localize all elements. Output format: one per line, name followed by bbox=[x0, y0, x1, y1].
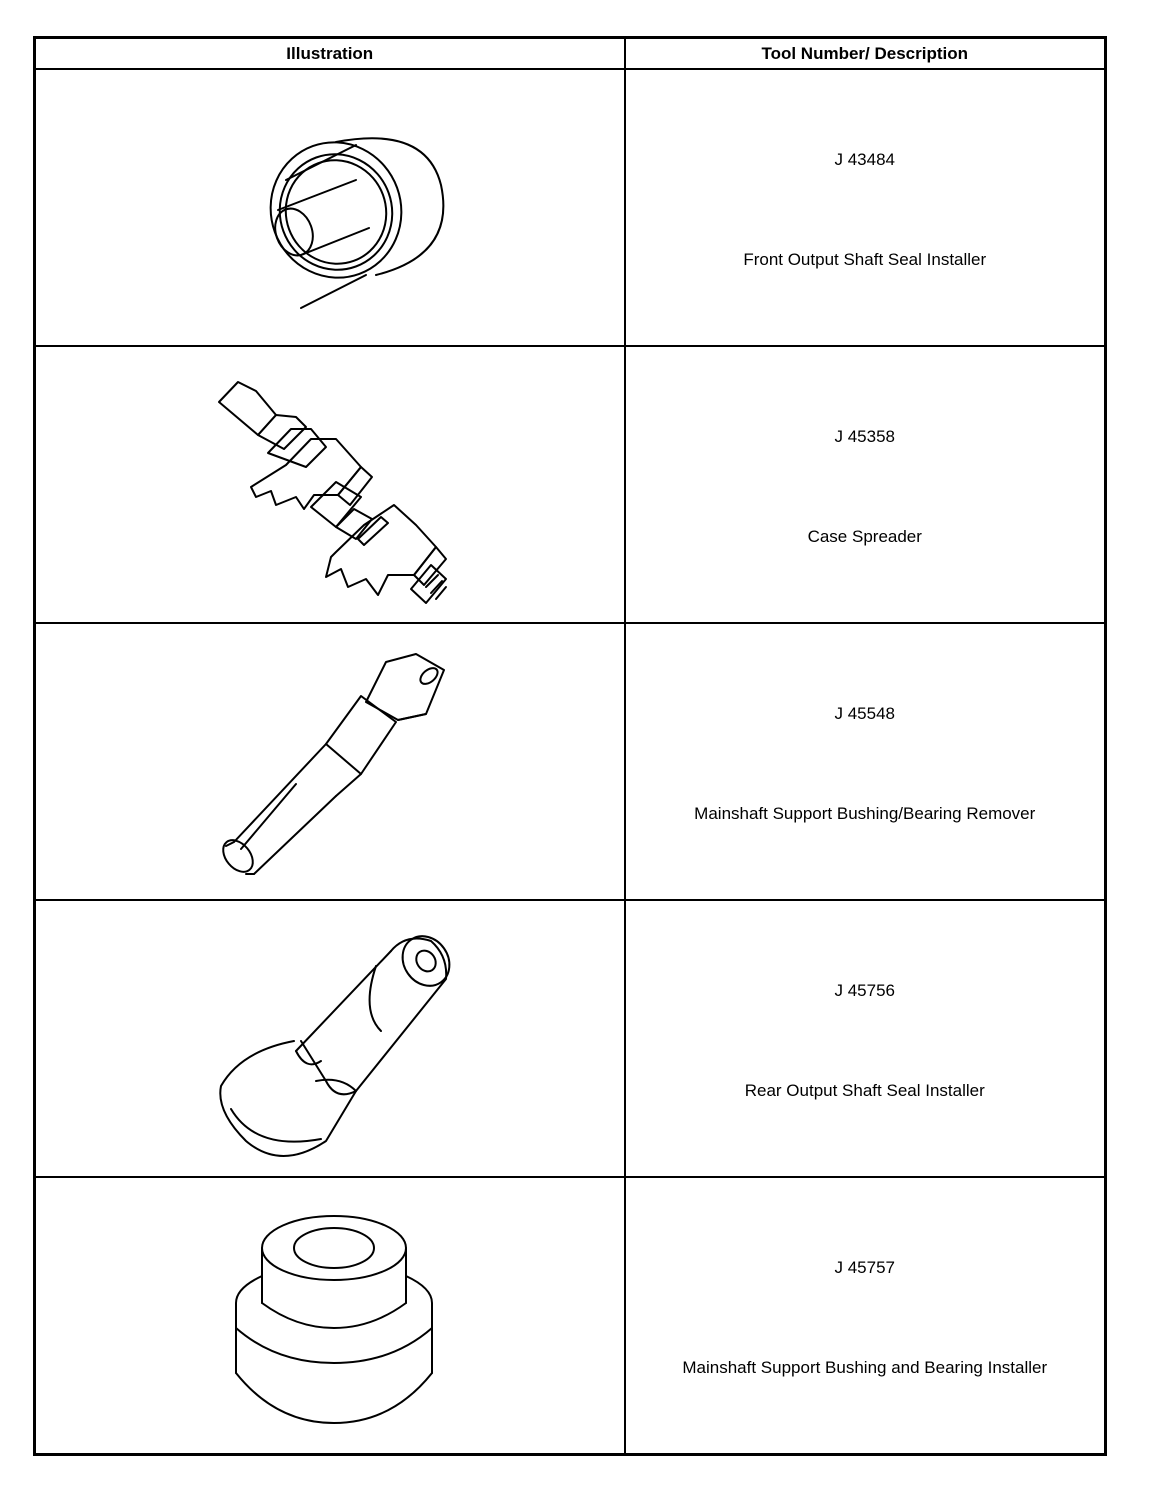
tool-description: Front Output Shaft Seal Installer bbox=[743, 250, 987, 269]
tool-number: J 45756 bbox=[834, 981, 895, 1000]
tool-number: J 43484 bbox=[834, 150, 895, 169]
bushing-remover-icon bbox=[36, 624, 626, 899]
illustration-cell bbox=[35, 346, 625, 623]
illustration-cell bbox=[35, 900, 625, 1177]
header-illustration: Illustration bbox=[35, 38, 625, 70]
table-row bbox=[35, 69, 1106, 346]
table-row bbox=[35, 900, 1106, 1177]
header-tool-description: Tool Number/ Description bbox=[625, 38, 1106, 70]
description-cell bbox=[625, 346, 1106, 623]
description-cell bbox=[625, 69, 1106, 346]
tool-table bbox=[33, 36, 1107, 1456]
description-cell bbox=[625, 623, 1106, 900]
illustration-cell bbox=[35, 1177, 625, 1455]
illustration-cell bbox=[35, 623, 625, 900]
header-row bbox=[35, 38, 1106, 70]
tool-number: J 45757 bbox=[834, 1258, 895, 1277]
description-cell bbox=[625, 900, 1106, 1177]
tool-description: Mainshaft Support Bushing/Bearing Remover bbox=[694, 804, 1036, 823]
table-row bbox=[35, 623, 1106, 900]
seal-installer-icon bbox=[36, 70, 626, 345]
tool-number: J 45548 bbox=[834, 704, 895, 723]
bushing-installer-icon bbox=[36, 1178, 626, 1453]
table-row bbox=[35, 346, 1106, 623]
description-cell bbox=[625, 1177, 1106, 1455]
rear-seal-installer-icon bbox=[36, 901, 626, 1176]
tool-description: Rear Output Shaft Seal Installer bbox=[744, 1081, 985, 1100]
table-row bbox=[35, 1177, 1106, 1455]
tool-description: Case Spreader bbox=[807, 527, 922, 546]
tool-number: J 45358 bbox=[834, 427, 895, 446]
case-spreader-icon bbox=[36, 347, 626, 622]
illustration-cell bbox=[35, 69, 625, 346]
tool-description: Mainshaft Support Bushing and Bearing Installer bbox=[682, 1358, 1048, 1377]
